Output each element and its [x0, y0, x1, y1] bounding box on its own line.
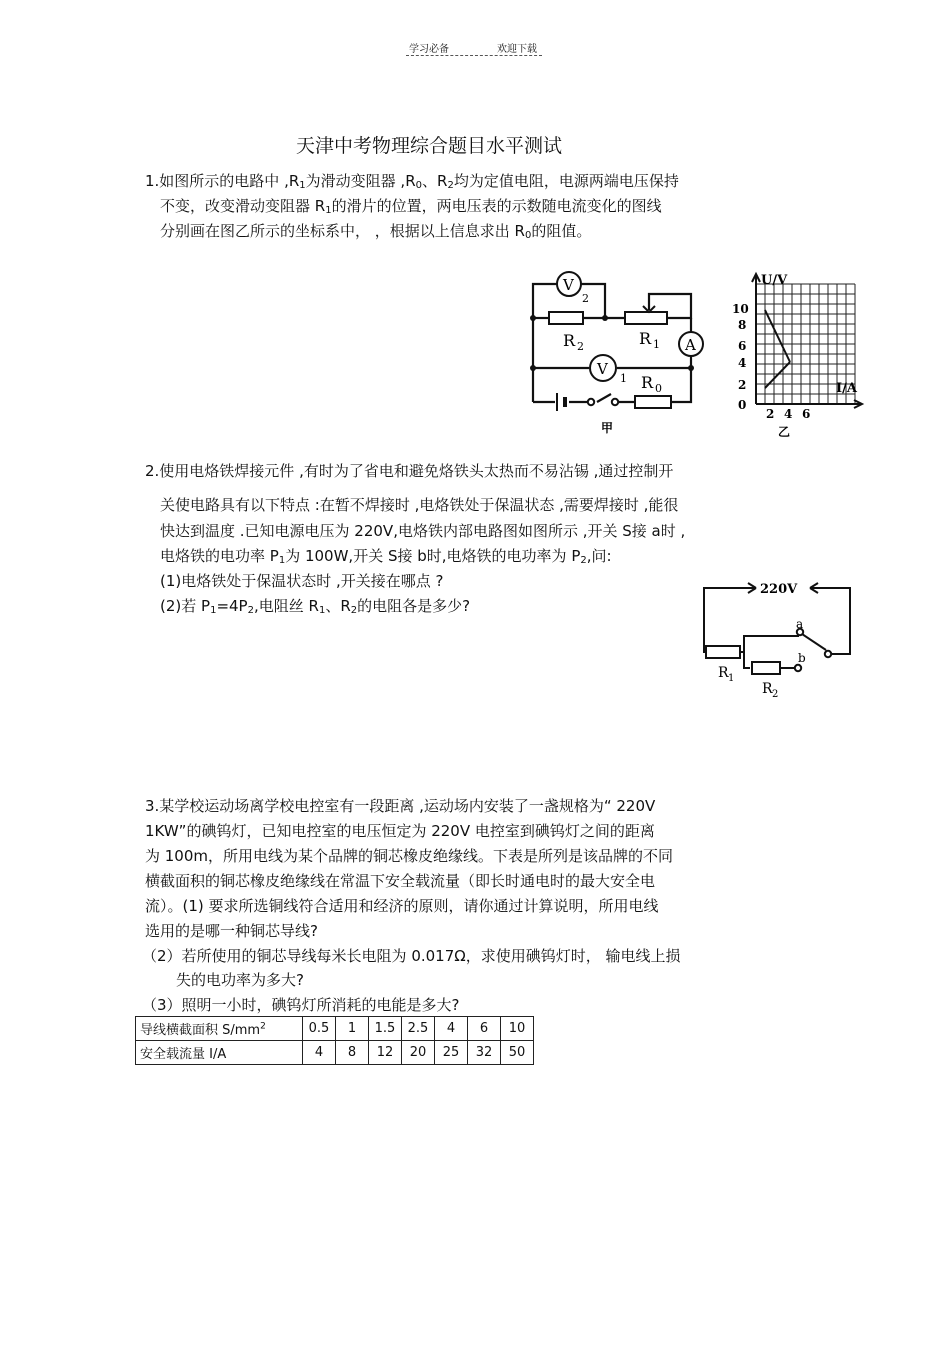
table-cell: 8: [336, 1041, 369, 1065]
caption-yi: 乙: [778, 425, 791, 439]
y-tick: 10: [732, 302, 749, 316]
svg-text:1: 1: [620, 372, 627, 385]
ammeter-label: A: [685, 336, 696, 354]
r0-label: R: [641, 373, 654, 392]
x-tick: 4: [784, 407, 793, 421]
q2-line1: 2.使用电烙铁焊接元件 ,有时为了省电和避免烙铁头太热而不易沾锡 ,通过控制开: [145, 462, 674, 480]
v2-label: V: [563, 276, 574, 294]
q1-graph: [728, 268, 878, 440]
table-cell: 20: [402, 1041, 435, 1065]
graph-ylabel: U/V: [761, 273, 788, 288]
table-cell: 4: [435, 1017, 468, 1041]
table-cell: 10: [501, 1017, 534, 1041]
q2-line6: (2)若 $P_1=4P_2$,电阻丝 $R_1$、$R_2$的电阻各是多少?: [160, 597, 471, 616]
q1-circuit-diagram: [525, 262, 715, 440]
y-tick: 4: [738, 356, 747, 370]
q3-line2: 1KW”的碘钨灯，已知电控室的电压恒定为 220V 电控室到碘钨灯之间的距离: [145, 822, 655, 840]
page-title: 天津中考物理综合题目水平测试: [296, 135, 563, 157]
svg-text:1: 1: [728, 673, 735, 684]
resistor-r0: [635, 396, 671, 408]
caption-jia: 甲: [601, 421, 614, 435]
table-cell: 0.5: [303, 1017, 336, 1041]
r2-label: R: [563, 331, 576, 350]
svg-text:2: 2: [577, 340, 584, 353]
table-cell: 25: [435, 1041, 468, 1065]
graph-xlabel: I/A: [836, 381, 857, 396]
table-cell: 12: [369, 1041, 402, 1065]
table-cell: 1.5: [369, 1017, 402, 1041]
header-right: 欢迎下载: [497, 44, 537, 55]
voltage-label: 220V: [760, 582, 798, 597]
q3-line4: 横截面积的铜芯橡皮绝缘线在常温下安全载流量（即长时通电时的最大安全电: [145, 872, 656, 890]
q3-line8: 失的电功率为多大?: [176, 971, 304, 989]
q3-line5: 流）。(1) 要求所选铜线符合适用和经济的原则，请你通过计算说明，所用电线: [145, 897, 659, 915]
y-tick: 2: [738, 378, 747, 392]
table-cell: 32: [468, 1041, 501, 1065]
table-cell: 50: [501, 1041, 534, 1065]
resistor-r2: [752, 662, 780, 674]
q3-line1: 3.某学校运动场离学校电控室有一段距离 ,运动场内安装了一盏规格为“ 220V: [145, 797, 656, 815]
table-cell: 4: [303, 1041, 336, 1065]
y-tick: 8: [738, 318, 747, 332]
q3-line6: 选用的是哪一种铜芯导线?: [145, 922, 318, 940]
row-header-current: 安全载流量 I/A: [136, 1041, 303, 1065]
q3-line9: （3）照明一小时，碘钨灯所消耗的电能是多大?: [142, 996, 460, 1014]
x-tick: 2: [766, 407, 775, 421]
contact-a-label: a: [796, 617, 804, 631]
q3-line7: （2）若所使用的铜芯导线每米长电阻为 0.017Ω，求使用碘钨灯时， 输电线上损: [142, 947, 681, 965]
v1-label: V: [597, 360, 608, 378]
cable-spec-table: [135, 1016, 534, 1065]
svg-text:2: 2: [772, 689, 779, 700]
q1-line2: 不变，改变滑动变阻器 $R_1$的滑片的位置，两电压表的示数随电流变化的图线: [160, 197, 662, 216]
table-row: [136, 1017, 534, 1041]
svg-text:2: 2: [582, 292, 589, 305]
resistor-r1: [706, 646, 740, 658]
switch-pivot-icon: [825, 651, 831, 657]
table-cell: 6: [468, 1017, 501, 1041]
q1-line3: 分别画在图乙所示的坐标系中， ，根据以上信息求出 $R_0$的阻值。: [160, 222, 592, 241]
row-header-area: 导线横截面积 $S/mm^2$: [136, 1017, 303, 1041]
r2-label: R: [762, 681, 773, 697]
header-left: 学习必备: [409, 44, 449, 55]
svg-text:1: 1: [653, 338, 660, 351]
resistor-r2: [549, 312, 583, 324]
resistor-r1: [625, 312, 667, 324]
y-tick: 6: [738, 339, 747, 353]
q2-line4: 电烙铁的电功率 $P_1$为 100W,开关 S接 b时,电烙铁的电功率为 $P_2$,问:: [160, 547, 612, 566]
svg-text:0: 0: [655, 382, 662, 395]
r1-label: R: [639, 329, 652, 348]
q2-line3: 快达到温度 .已知电源电压为 220V,电烙铁内部电路图如图所示 ,开关 S接 a时 ,: [160, 522, 686, 540]
contact-b-label: b: [798, 651, 806, 665]
q2-line2: 关使电路具有以下特点 :在暂不焊接时 ,电烙铁处于保温状态 ,需要焊接时 ,能很: [160, 496, 679, 514]
q2-line5: (1)电烙铁处于保温状态时 ,开关接在哪点 ?: [160, 572, 444, 590]
table-row: [136, 1041, 534, 1065]
table-cell: 2.5: [402, 1017, 435, 1041]
q1-line1: 1.如图所示的电路中 $,R_1$为滑动变阻器 $,R_0$、$R_2$均为定值电阻，电源两端电压保持: [145, 172, 679, 191]
switch-icon: [588, 399, 594, 405]
header-divider: [406, 55, 542, 56]
contact-b-icon: [795, 665, 801, 671]
r1-label: R: [718, 665, 729, 681]
table-cell: 1: [336, 1017, 369, 1041]
y-tick: 0: [738, 398, 747, 412]
q2-circuit-diagram: [696, 576, 860, 702]
x-tick: 6: [802, 407, 811, 421]
q3-line3: 为 100m，所用电线为某个品牌的铜芯橡皮绝缘线。下表是所列是该品牌的不同: [145, 847, 674, 865]
